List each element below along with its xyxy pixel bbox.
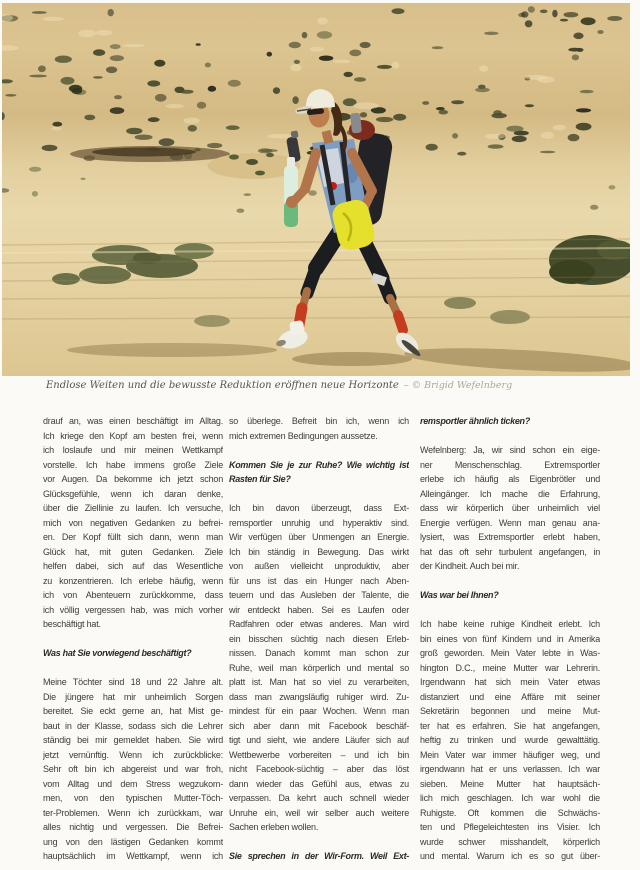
- text-line: baut in der Klasse, sodass sich die Lehrer: [43, 720, 223, 731]
- text-line: men, von den typischen Mutter-Töch-: [43, 793, 223, 803]
- interview-question-heading: [420, 588, 600, 603]
- text-line: beschäftigt hat.: [43, 619, 101, 629]
- photo-caption: [46, 380, 606, 394]
- text-line: Glück hat, mit guten Gedanken. Ziele: [43, 546, 223, 557]
- text-line: jetzt vernünftig. Wenn ich zurückblicke:: [43, 749, 223, 760]
- text-line: wurde schwer misshandelt, körperlich: [420, 836, 600, 847]
- text-line: Radfahren oder etwas anderes. Man wird: [229, 619, 409, 629]
- text-line: en. Der Kopf füllt sich dann, wenn man: [43, 532, 223, 542]
- text-line: Meine Töchter sind 18 und 22 Jahre alt.: [43, 677, 223, 687]
- text-line: nissen. Danach kommt man schon zur: [229, 648, 409, 658]
- text-line: sich aber dann mit Facebook beschäf-: [229, 720, 409, 731]
- article-column-2: [229, 414, 409, 864]
- text-line: Die jüngere hat mir unheimlich Sorgen: [43, 691, 223, 702]
- text-line: ten und Pflegeleichtesten ins Visier. Ich: [420, 822, 600, 832]
- body-paragraph: [43, 414, 223, 632]
- text-line: Sehr oft bin ich abgereist und war froh,: [43, 764, 223, 774]
- text-line: drauf an, was einen beschäftigt im Alltag.: [43, 416, 223, 426]
- text-line: ich von Abenteuern zurückkomme, dass: [43, 590, 223, 600]
- text-line: Irgendwann hat sich mein Vater etwas: [420, 677, 600, 687]
- text-line: ständig bei mir gemeldet haben. Sie wird: [43, 735, 223, 745]
- text-line: dass man zwangsläufig ruhiger wird. Zu-: [229, 691, 409, 702]
- text-line: alles nichtig und vergessen. Die Befrei-: [43, 822, 223, 832]
- text-line: vor Augen. Da bekomme ich jetzt schon: [43, 474, 223, 484]
- article-column-3: [420, 414, 600, 864]
- text-line: Sie sprechen in der Wir-Form. Weil Ext-: [229, 851, 409, 861]
- text-line: mich extremen Bedingungen aussetze.: [229, 430, 378, 441]
- caption-text: Endlose Weiten und die bewusste Reduktion eröffnen neue Horizonte: [46, 380, 399, 391]
- article-photo: [2, 3, 630, 376]
- sand-dunes: [2, 3, 630, 376]
- text-line: remsportler unruhig und hyperaktiv sind.: [229, 517, 409, 528]
- text-line: Ich kriege den Kopf am besten frei, wenn: [43, 430, 223, 441]
- text-line: von außen vielleicht unproduktiv, aber: [229, 561, 409, 571]
- body-paragraph: [420, 617, 600, 864]
- text-line: wir entdeckt haben. Sei es Laufen oder: [229, 604, 409, 615]
- text-line: erlebe ich häufig als Eigenbrötler und: [420, 474, 600, 484]
- text-line: mich von negativen Gedanken zu befrei-: [43, 517, 223, 528]
- text-line: platt ist. Man hat so viel zu verarbeiten,: [229, 677, 409, 687]
- text-line: tigt und sieht, wie andere Läufer sich auf: [229, 735, 409, 745]
- text-line: Alleingänger. Ich mache die Erfahrung,: [420, 488, 600, 499]
- text-line: Wettbewerbe vorbereiten – und ich bin: [229, 749, 409, 760]
- text-line: Ruhe, weil man körperlich und mental so: [229, 662, 409, 673]
- text-line: groß geworden. Mein Vater lebte in Was-: [420, 648, 600, 658]
- body-paragraph: [229, 414, 409, 443]
- body-paragraph: [229, 501, 409, 835]
- text-line: Rasten für Sie?: [229, 474, 291, 484]
- text-line: bereitet. Sie eckt gerne an, hat Mist ge-: [43, 706, 223, 716]
- text-line: helfen dabei, sich auf das Wesentliche: [43, 561, 223, 571]
- text-line: vom Alltag und dem Stress wegzukom-: [43, 778, 223, 789]
- text-line: ung von den lästigen Gedanken kommt: [43, 836, 223, 847]
- text-line: Energie verfügen. Wenn man genau ana-: [420, 517, 600, 528]
- text-line: ter-Problemen. Wenn ich zurückkam, war: [43, 807, 223, 818]
- text-line: mindest für ein paar Wochen. Wenn man: [229, 706, 409, 716]
- body-paragraph: [420, 443, 600, 574]
- text-line: Kommen Sie je zur Ruhe? Wie wichtig ist: [229, 459, 409, 470]
- photo-credit: – © Brigid Wefelnberg: [403, 380, 513, 391]
- text-line: Unruhe ein, weil wir selber auch weitere: [229, 807, 409, 818]
- text-line: lich mich geschlagen. Ich war wohl die: [420, 793, 600, 803]
- text-line: Was war bei Ihnen?: [420, 590, 499, 600]
- text-line: Sachen erleben wollen.: [229, 822, 319, 832]
- text-line: Ich bin davon überzeugt, dass Ext-: [229, 503, 409, 513]
- interview-question-heading: [420, 414, 600, 429]
- text-line: für uns ist das ein Hunger nach Aben-: [229, 575, 409, 586]
- article-columns: [0, 414, 640, 870]
- text-line: dass wir körperlich über unheimlich viel: [420, 503, 600, 513]
- text-line: irgendwann hat er uns verlassen. Ich war: [420, 764, 600, 774]
- article-column-1: [43, 414, 223, 864]
- text-line: nicht Facebook-süchtig – aber das löst: [229, 764, 409, 774]
- text-line: der Kindheit. Auch bei mir.: [420, 561, 520, 571]
- green-water-bottle: [284, 157, 298, 227]
- text-line: ner Menschenschlag. Extremsportler: [420, 459, 600, 470]
- text-line: remsportler ähnlich ticken?: [420, 416, 530, 426]
- text-line: hat das oft sehr turbulent angefangen, in: [420, 546, 600, 557]
- text-line: Glücksgefühle, wenn ich daran denke,: [43, 488, 223, 499]
- text-line: heftig zu trinken und wurde gewalttätig.: [420, 735, 600, 745]
- text-line: hington D.C., meine Mutter war Lehrerin.: [420, 662, 600, 673]
- text-line: über die Ziellinie zu laufen. Ich versuche,: [43, 503, 223, 513]
- text-line: und mental. Warum ich es so gut über-: [420, 851, 600, 861]
- text-line: Ich bin ständig in Bewegung. Das wirkt: [229, 546, 409, 557]
- text-line: Mein Vater war immer häufiger weg, und: [420, 749, 600, 760]
- text-line: hauptsächlich im Wettkampf, wenn ich: [43, 851, 223, 861]
- text-line: ein bisschen süchtig nach diesen Erleb-: [229, 633, 409, 644]
- text-line: distanziert und eine Affäre mit seiner: [420, 691, 600, 702]
- text-line: sieben. Meine Mutter hat hauptsäch-: [420, 778, 600, 789]
- text-line: zu konzentrieren. Ich erlebe häufig, wenn: [43, 575, 223, 586]
- text-line: teuern und das Ausleben der Talente, die: [229, 590, 409, 600]
- text-line: Sekretärin begonnen und meine Mut-: [420, 706, 600, 716]
- text-line: lysiert, was Extremsportler erlebt haben,: [420, 532, 600, 542]
- text-line: bin eines von fünf Kindern und in Amerika: [420, 633, 600, 644]
- text-line: Was hat Sie vorwiegend beschäftigt?: [43, 648, 192, 658]
- body-paragraph: [43, 675, 223, 864]
- text-line: dann wieder das Gefühl aus, etwas zu: [229, 778, 409, 789]
- interview-question-heading: [229, 458, 409, 487]
- interview-question-heading: [43, 646, 223, 661]
- text-line: ich loslaufe und mir meinen Wettkampf: [43, 445, 223, 455]
- text-line: Ruhigste. Oft kommen die Schwächs-: [420, 807, 600, 818]
- desert-scene: [2, 3, 630, 376]
- interview-question-heading: [229, 849, 409, 864]
- text-line: ich völlig vergessen hab, was mich vorher: [43, 604, 223, 615]
- text-line: ter hat es erfahren. Sie hat angefangen,: [420, 720, 600, 731]
- text-line: vorstelle. Ich habe immens große Ziele: [43, 459, 223, 470]
- text-line: verpassen. Da kehrt auch schnell wieder: [229, 793, 409, 803]
- text-line: Ich habe keine ruhige Kindheit erlebt. Ich: [420, 619, 600, 629]
- text-line: Wir verfügen über Unmengen an Energie.: [229, 532, 409, 542]
- text-line: Wefelnberg: Ja, wir sind schon ein eige-: [420, 445, 600, 455]
- text-line: so überlege. Befreit bin ich, wenn ich: [229, 416, 409, 426]
